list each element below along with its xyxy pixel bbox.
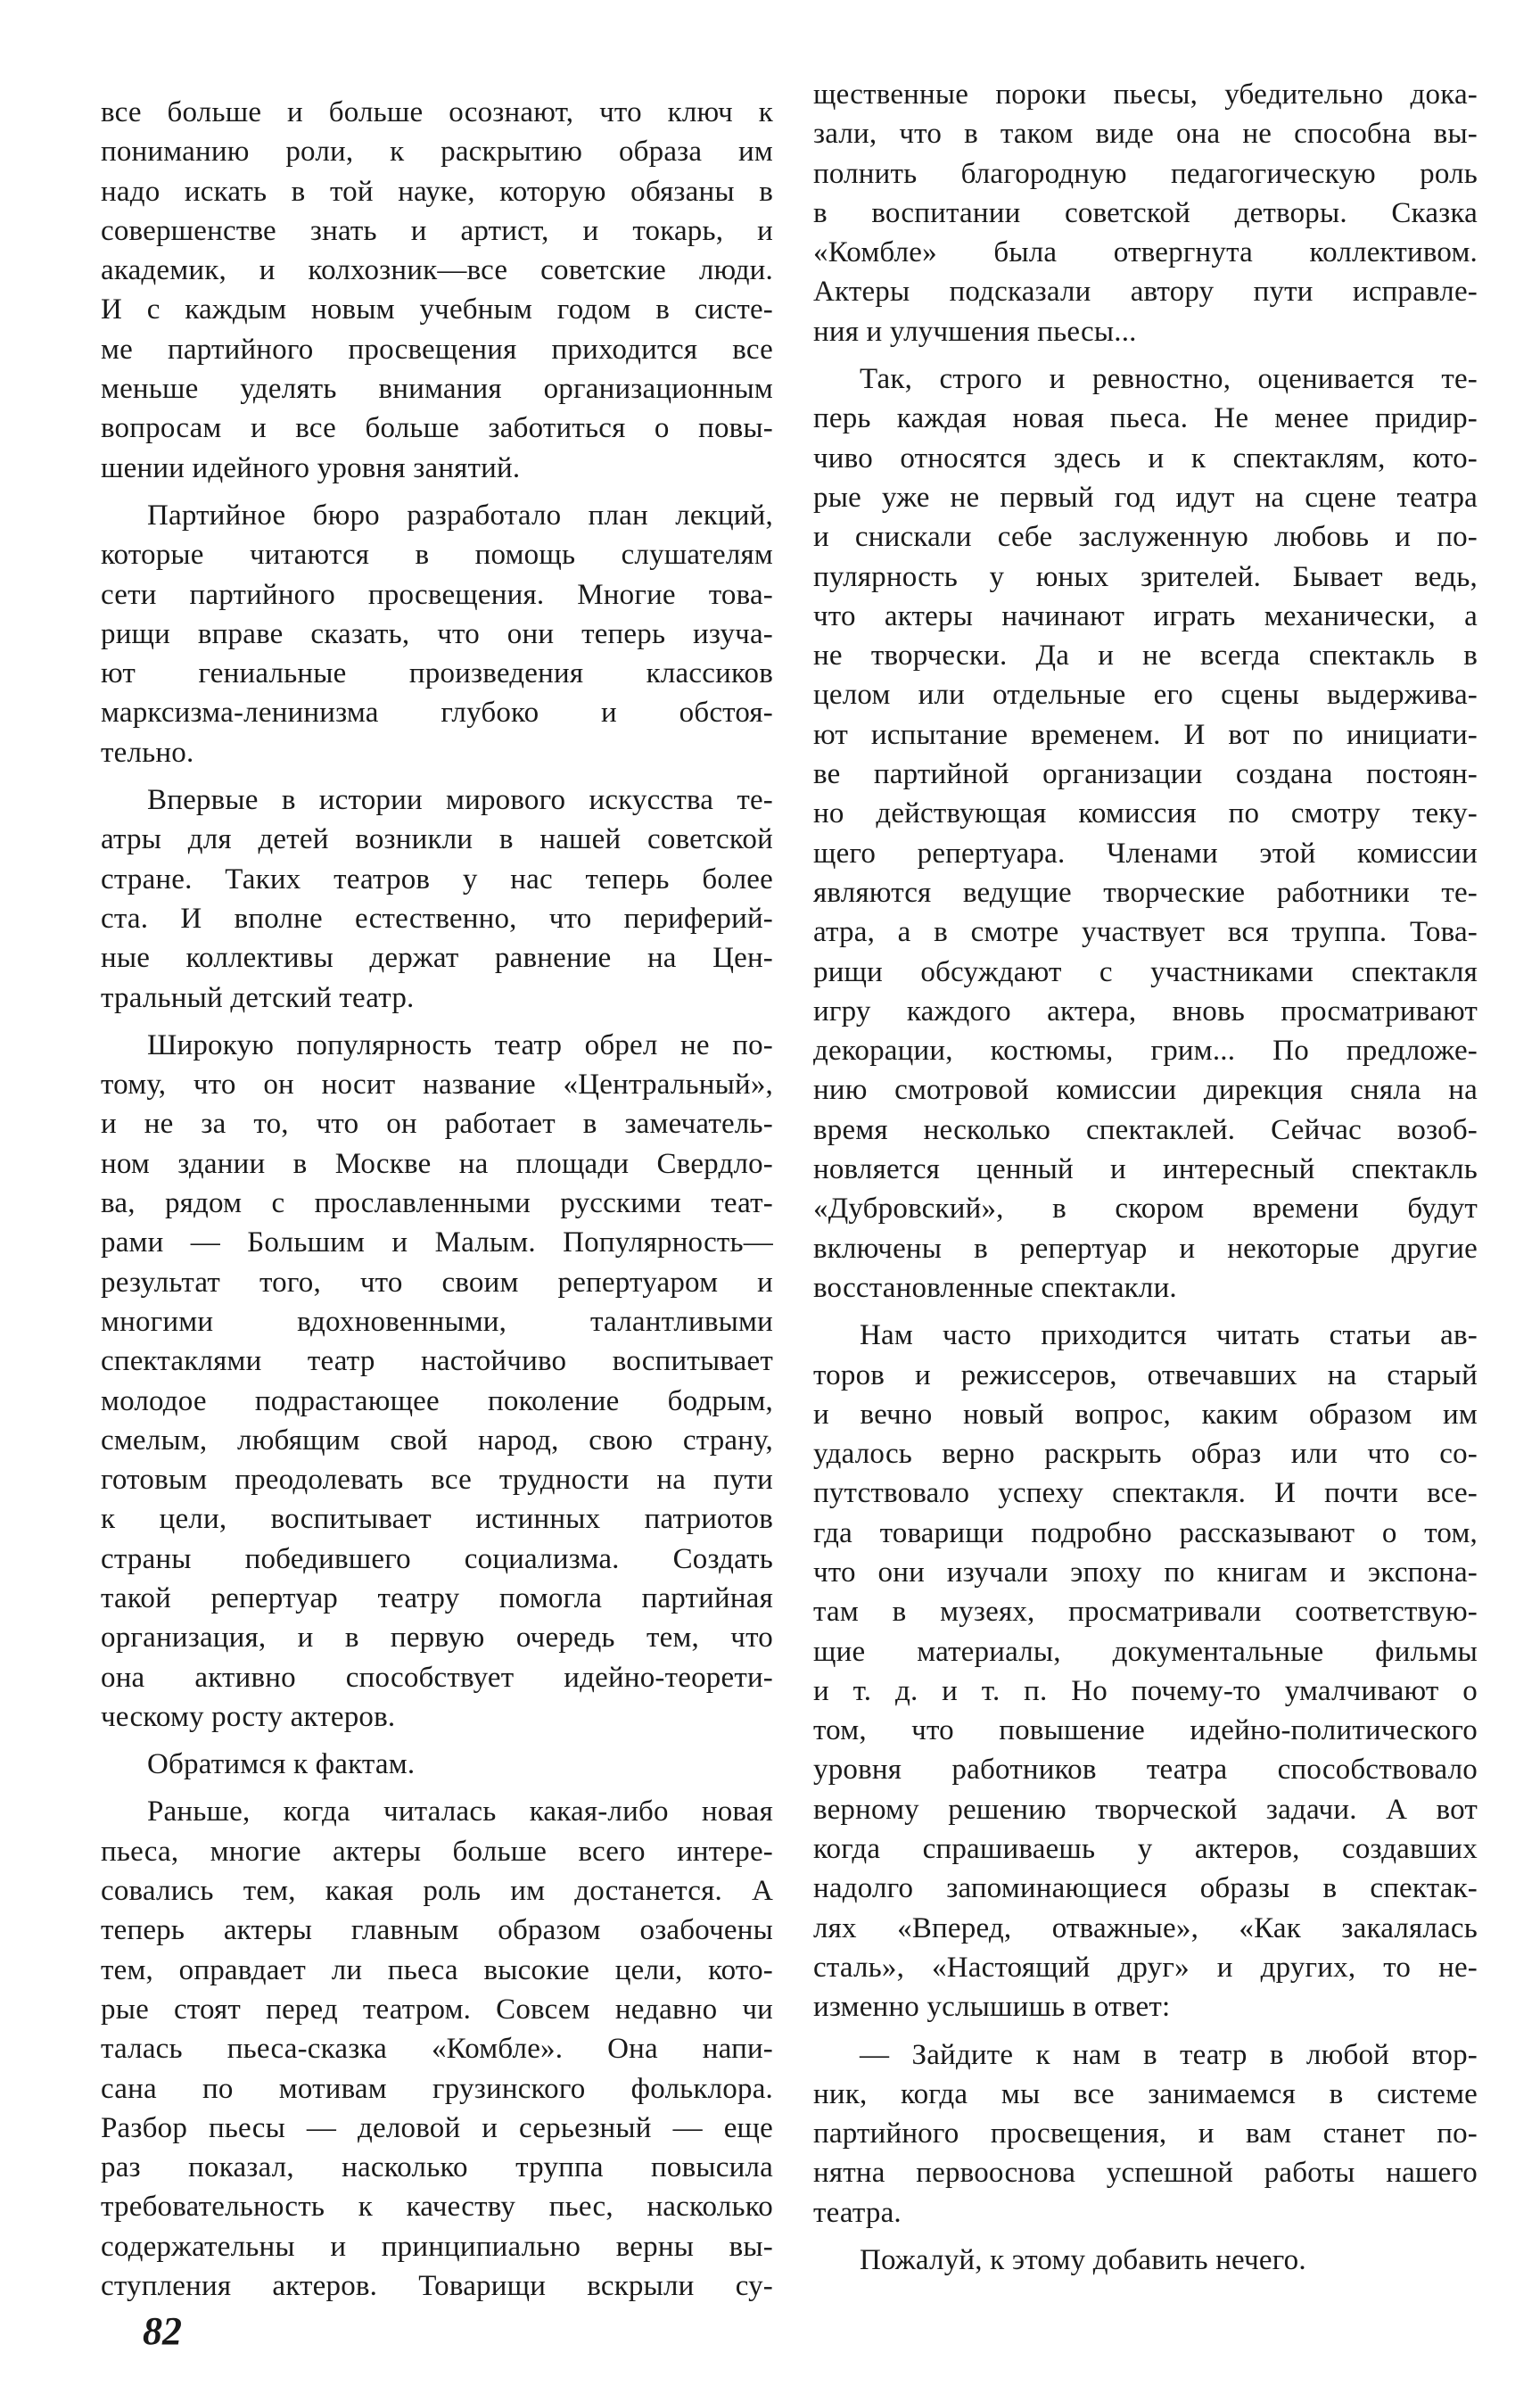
text-line: Так, строго и ревностно, оценивается те- [860, 363, 1478, 396]
text-line: Пожалуй, к этому добавить нечего. [860, 2244, 1306, 2277]
text-line: торов и режиссеров, отвечавших на старый [813, 1358, 1478, 1391]
text-line: полнить благородную педагогическую роль [813, 157, 1478, 190]
text-line: которые читаются в помощь слушателям [101, 539, 773, 572]
text-line: изменно услышишь в ответ: [813, 1991, 1171, 2024]
text-line: совершенстве знать и артист, и токарь, и [101, 214, 773, 247]
text-line: все больше и больше осознают, что ключ к [101, 96, 773, 128]
text-line: ные коллективы держат равнение на Цен- [101, 942, 773, 975]
text-line: нию смотровой комиссии дирекция сняла на [813, 1074, 1478, 1107]
text-line: ном здании в Москве на площади Свердло- [101, 1147, 773, 1180]
text-line: и не за то, что он работает в замечатель- [101, 1108, 773, 1141]
text-line: содержательны и принципиально верны вы- [101, 2230, 773, 2263]
text-line: спектаклями театр настойчиво воспитывает [101, 1345, 773, 1378]
text-line: Впервые в истории мирового искусства те- [147, 784, 773, 817]
text-line: марксизма-ленинизма глубоко и обстоя- [101, 697, 773, 730]
text-line: Широкую популярность театр обрел не по- [147, 1028, 773, 1061]
text-line: ют гениальные произведения классиков [101, 657, 773, 690]
text-line: Актеры подсказали автору пути исправле- [813, 276, 1478, 309]
text-line: там в музеях, просматривали соответствую- [813, 1596, 1478, 1629]
text-line: время несколько спектаклей. Сейчас возоб- [813, 1113, 1478, 1146]
text-line: ва, рядом с прославленными русскими теат- [101, 1187, 773, 1220]
text-line: и вечно новый вопрос, каким образом им [813, 1398, 1478, 1431]
text-line: рые уже не первый год идут на сцене театра [813, 481, 1478, 514]
text-line: Партийное бюро разработало план лекций, [147, 499, 773, 532]
text-line: чиво относятся здесь и к спектаклям, кото- [813, 442, 1478, 475]
paragraph [101, 1745, 773, 1784]
paragraph [101, 780, 773, 1018]
text-line: рищи вправе сказать, что они теперь изуча- [101, 617, 773, 650]
paragraph [101, 1026, 773, 1737]
text-line: нятна первооснова успешной работы нашего [813, 2157, 1478, 2190]
text-line: что актеры начинают играть механически, а [813, 599, 1478, 632]
text-line: перь каждая новая пьеса. Не менее придир- [813, 402, 1478, 435]
text-line: вопросам и все больше заботиться о повы- [101, 412, 773, 445]
text-line: ступления актеров. Товарищи вскрыли су- [101, 2270, 773, 2303]
text-line: раз показал, насколько труппа повысила [101, 2151, 773, 2184]
text-line: атра, а в смотре участвует вся труппа. Това- [813, 916, 1478, 949]
text-line: когда спрашиваешь у актеров, создавших [813, 1833, 1478, 1866]
text-line: ческому росту актеров. [101, 1700, 396, 1733]
text-line: теперь актеры главным образом озабочены [101, 1914, 773, 1947]
text-line: пулярность у юных зрителей. Бывает ведь, [813, 560, 1478, 593]
text-line: тельно. [101, 736, 194, 769]
text-line: рые стоят перед театром. Совсем недавно чи [101, 1993, 773, 2026]
text-line: ник, когда мы все занимаемся в системе [813, 2077, 1478, 2110]
text-line: сталь», «Настоящий друг» и других, то не- [813, 1951, 1478, 1984]
text-line: ве партийной организации создана постоян- [813, 758, 1478, 791]
text-line: такой репертуар театру помогла партийная [101, 1581, 773, 1614]
paragraph [101, 1792, 773, 2306]
text-line: пьеса, многие актеры больше всего интере- [101, 1835, 773, 1868]
text-line: организация, и в первую очередь тем, что [101, 1622, 773, 1655]
text-line: Разбор пьесы — деловой и серьезный — еще [101, 2111, 773, 2144]
left-text-column [101, 93, 773, 2314]
text-line: гда товарищи подробно рассказывают о том, [813, 1516, 1478, 1549]
text-line: уровня работников театра способствовало [813, 1754, 1478, 1787]
text-line: ме партийного просвещения приходится все [101, 333, 773, 366]
text-line: шении идейного уровня занятий. [101, 451, 521, 484]
text-line: восстановленные спектакли. [813, 1271, 1177, 1304]
text-line: что они изучали эпоху по книгам и экспона- [813, 1556, 1478, 1589]
text-line: Нам часто приходится читать статьи ав- [860, 1319, 1478, 1352]
text-line: и снискали себе заслуженную любовь и по- [813, 521, 1478, 554]
text-line: верному решению творческой задачи. А вот [813, 1793, 1478, 1826]
text-line: театра. [813, 2196, 902, 2229]
text-line: рами — Большим и Малым. Популярность— [101, 1226, 773, 1259]
text-line: декорации, костюмы, грим... По предложе- [813, 1035, 1478, 1068]
text-line: зали, что в таком виде она не способна вы- [813, 118, 1478, 151]
text-line: ста. И вполне естественно, что периферий- [101, 902, 773, 935]
text-line: надолго запоминающиеся образы в спектак- [813, 1872, 1478, 1905]
right-text-column [813, 75, 1478, 2288]
text-line: академик, и колхозник—все советские люди. [101, 254, 773, 287]
text-line: тем, оправдает ли пьеса высокие цели, кото- [101, 1953, 773, 1986]
paragraph [101, 496, 773, 772]
text-line: ния и улучшения пьесы... [813, 315, 1137, 348]
text-line: совались тем, какая роль им достанется. А [101, 1875, 773, 1908]
paragraph [813, 1316, 1478, 2026]
paragraph [813, 2035, 1478, 2233]
text-line: меньше уделять внимания организационным [101, 373, 773, 406]
text-line: щественные пороки пьесы, убедительно дока- [813, 78, 1478, 111]
text-line: — Зайдите к нам в театр в любой втор- [860, 2038, 1478, 2071]
text-line: тральный детский театр. [101, 981, 415, 1014]
text-line: талась пьеса-сказка «Комбле». Она напи- [101, 2033, 773, 2066]
text-line: И с каждым новым учебным годом в систе- [101, 293, 773, 326]
text-line: новляется ценный и интересный спектакль [813, 1153, 1478, 1186]
paragraph [813, 75, 1478, 351]
text-line: пониманию роли, к раскрытию образа им [101, 136, 773, 169]
text-line: надо искать в той науке, которую обязаны в [101, 175, 773, 208]
text-line: результат того, что своим репертуаром и [101, 1266, 773, 1299]
text-line: том, что повышение идейно-политического [813, 1714, 1478, 1747]
text-line: и т. д. и т. п. Но почему-то умалчивают о [813, 1674, 1478, 1707]
text-line: в воспитании советской детворы. Сказка [813, 196, 1478, 229]
text-line: не творчески. Да и не всегда спектакль в [813, 640, 1478, 673]
text-line: щего репертуара. Членами этой комиссии [813, 837, 1478, 870]
text-line: тому, что он носит название «Центральный», [101, 1069, 773, 1102]
text-line: рищи обсуждают с участниками спектакля [813, 955, 1478, 988]
text-line: включены в репертуар и некоторые другие [813, 1232, 1478, 1265]
text-line: готовым преодолевать все трудности на пути [101, 1464, 773, 1497]
text-line: путствовало успеху спектакля. И почти все- [813, 1477, 1478, 1510]
text-line: партийного просвещения, и вам станет по- [813, 2117, 1478, 2150]
text-line: ют испытание временем. И вот по инициати- [813, 718, 1478, 751]
text-line: молодое подрастающее поколение бодрым, [101, 1384, 773, 1417]
page-number: 82 [143, 2309, 182, 2353]
text-line: она активно способствует идейно-теорети- [101, 1661, 773, 1694]
text-line: сети партийного просвещения. Многие това- [101, 578, 773, 611]
text-line: «Дубровский», в скором времени будут [813, 1193, 1478, 1226]
text-line: являются ведущие творческие работники те- [813, 876, 1478, 909]
text-line: многими вдохновенными, талантливыми [101, 1305, 773, 1338]
text-line: удалось верно раскрыть образ или что со- [813, 1438, 1478, 1471]
text-line: смелым, любящим свой народ, свою страну, [101, 1424, 773, 1457]
text-line: Раньше, когда читалась какая-либо новая [147, 1795, 773, 1828]
text-line: сана по мотивам грузинского фольклора. [101, 2072, 773, 2105]
text-line: Обратимся к фактам. [147, 1748, 416, 1781]
text-line: требовательность к качеству пьес, насколько [101, 2191, 773, 2224]
text-line: игру каждого актера, вновь просматривают [813, 995, 1478, 1028]
text-line: к цели, воспитывает истинных патриотов [101, 1503, 773, 1536]
text-line: лях «Вперед, отважные», «Как закалялась [813, 1911, 1478, 1944]
text-line: щие материалы, документальные фильмы [813, 1635, 1478, 1668]
text-line: целом или отдельные его сцены выдержива- [813, 679, 1478, 712]
text-line: страны победившего социализма. Создать [101, 1542, 773, 1575]
text-line: «Комбле» была отвергнута коллективом. [813, 236, 1478, 269]
text-line: атры для детей возникли в нашей советской [101, 823, 773, 856]
paragraph [813, 359, 1478, 1308]
text-line: стране. Таких театров у нас теперь более [101, 863, 773, 896]
paragraph [101, 93, 773, 488]
text-line: но действующая комиссия по смотру теку- [813, 797, 1478, 830]
paragraph [813, 2241, 1478, 2280]
